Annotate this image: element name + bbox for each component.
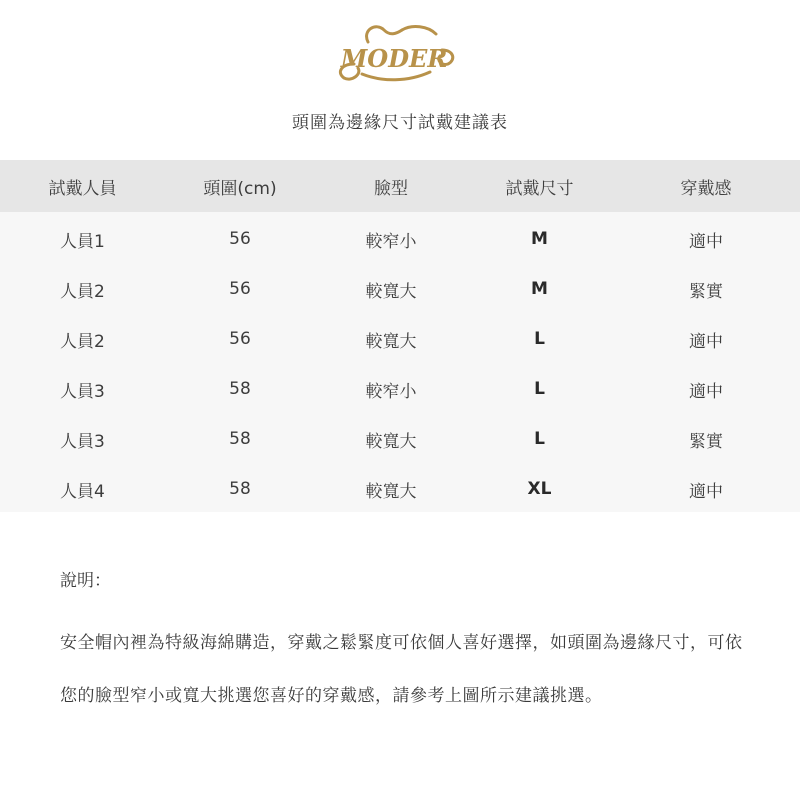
header-trial-size: 試戴尺寸 xyxy=(505,178,574,199)
cell-trial-size: L xyxy=(534,329,545,349)
cell-trial-size: XL xyxy=(527,479,552,499)
header-tester: 試戴人員 xyxy=(48,178,117,199)
cell-face-shape: 較窄小 xyxy=(365,381,417,402)
cell-fit-feel: 適中 xyxy=(689,231,723,252)
cell-fit-feel: 適中 xyxy=(689,381,723,402)
header-fit-feel: 穿戴感 xyxy=(680,178,732,199)
table-row xyxy=(0,364,800,414)
cell-face-shape: 較窄小 xyxy=(365,231,417,252)
cell-head-circumference: 56 xyxy=(229,229,251,249)
cell-tester: 人員3 xyxy=(60,381,105,402)
table-row xyxy=(0,414,800,464)
cell-head-circumference: 56 xyxy=(229,279,251,299)
notes-section xyxy=(60,565,750,723)
cell-face-shape: 較寬大 xyxy=(365,431,417,452)
cell-trial-size: M xyxy=(531,279,548,299)
cell-fit-feel: 適中 xyxy=(689,331,723,352)
page-subtitle: 頭圍為邊緣尺寸試戴建議表 xyxy=(292,113,508,133)
cell-head-circumference: 58 xyxy=(229,429,251,449)
cell-face-shape: 較寬大 xyxy=(365,281,417,302)
table-body xyxy=(0,212,800,514)
table-row xyxy=(0,264,800,314)
cell-head-circumference: 56 xyxy=(229,329,251,349)
cell-face-shape: 較寬大 xyxy=(365,331,417,352)
table-row xyxy=(0,314,800,364)
cell-trial-size: L xyxy=(534,379,545,399)
table-header xyxy=(0,160,800,212)
cell-head-circumference: 58 xyxy=(229,479,251,499)
size-chart-table xyxy=(0,160,800,512)
logo-text: MODER xyxy=(340,44,448,73)
cell-tester: 人員1 xyxy=(60,231,105,252)
notes-heading: 說明： xyxy=(60,571,111,591)
cell-tester: 人員2 xyxy=(60,331,105,352)
cell-tester: 人員3 xyxy=(60,431,105,452)
header-face-shape: 臉型 xyxy=(374,178,408,199)
header-head-circumference: 頭圍(cm) xyxy=(203,178,277,199)
cell-trial-size: L xyxy=(534,429,545,449)
moder-logo xyxy=(332,20,456,90)
table-row xyxy=(0,464,800,514)
cell-face-shape: 較寬大 xyxy=(365,481,417,502)
cell-fit-feel: 緊實 xyxy=(689,431,723,452)
cell-trial-size: M xyxy=(531,229,548,249)
cell-fit-feel: 適中 xyxy=(689,481,723,502)
moder-logo-graphic xyxy=(332,20,456,90)
cell-fit-feel: 緊實 xyxy=(689,281,723,302)
table-row xyxy=(0,214,800,264)
cell-tester: 人員4 xyxy=(60,481,105,502)
cell-tester: 人員2 xyxy=(60,281,105,302)
notes-body: 安全帽內裡為特級海綿購造，穿戴之鬆緊度可依個人喜好選擇，如頭圍為邊緣尺寸，可依您的臉型窄小或寬大挑選您喜好的穿戴感，請參考上圖所示建議挑選。 xyxy=(60,633,743,706)
cell-head-circumference: 58 xyxy=(229,379,251,399)
